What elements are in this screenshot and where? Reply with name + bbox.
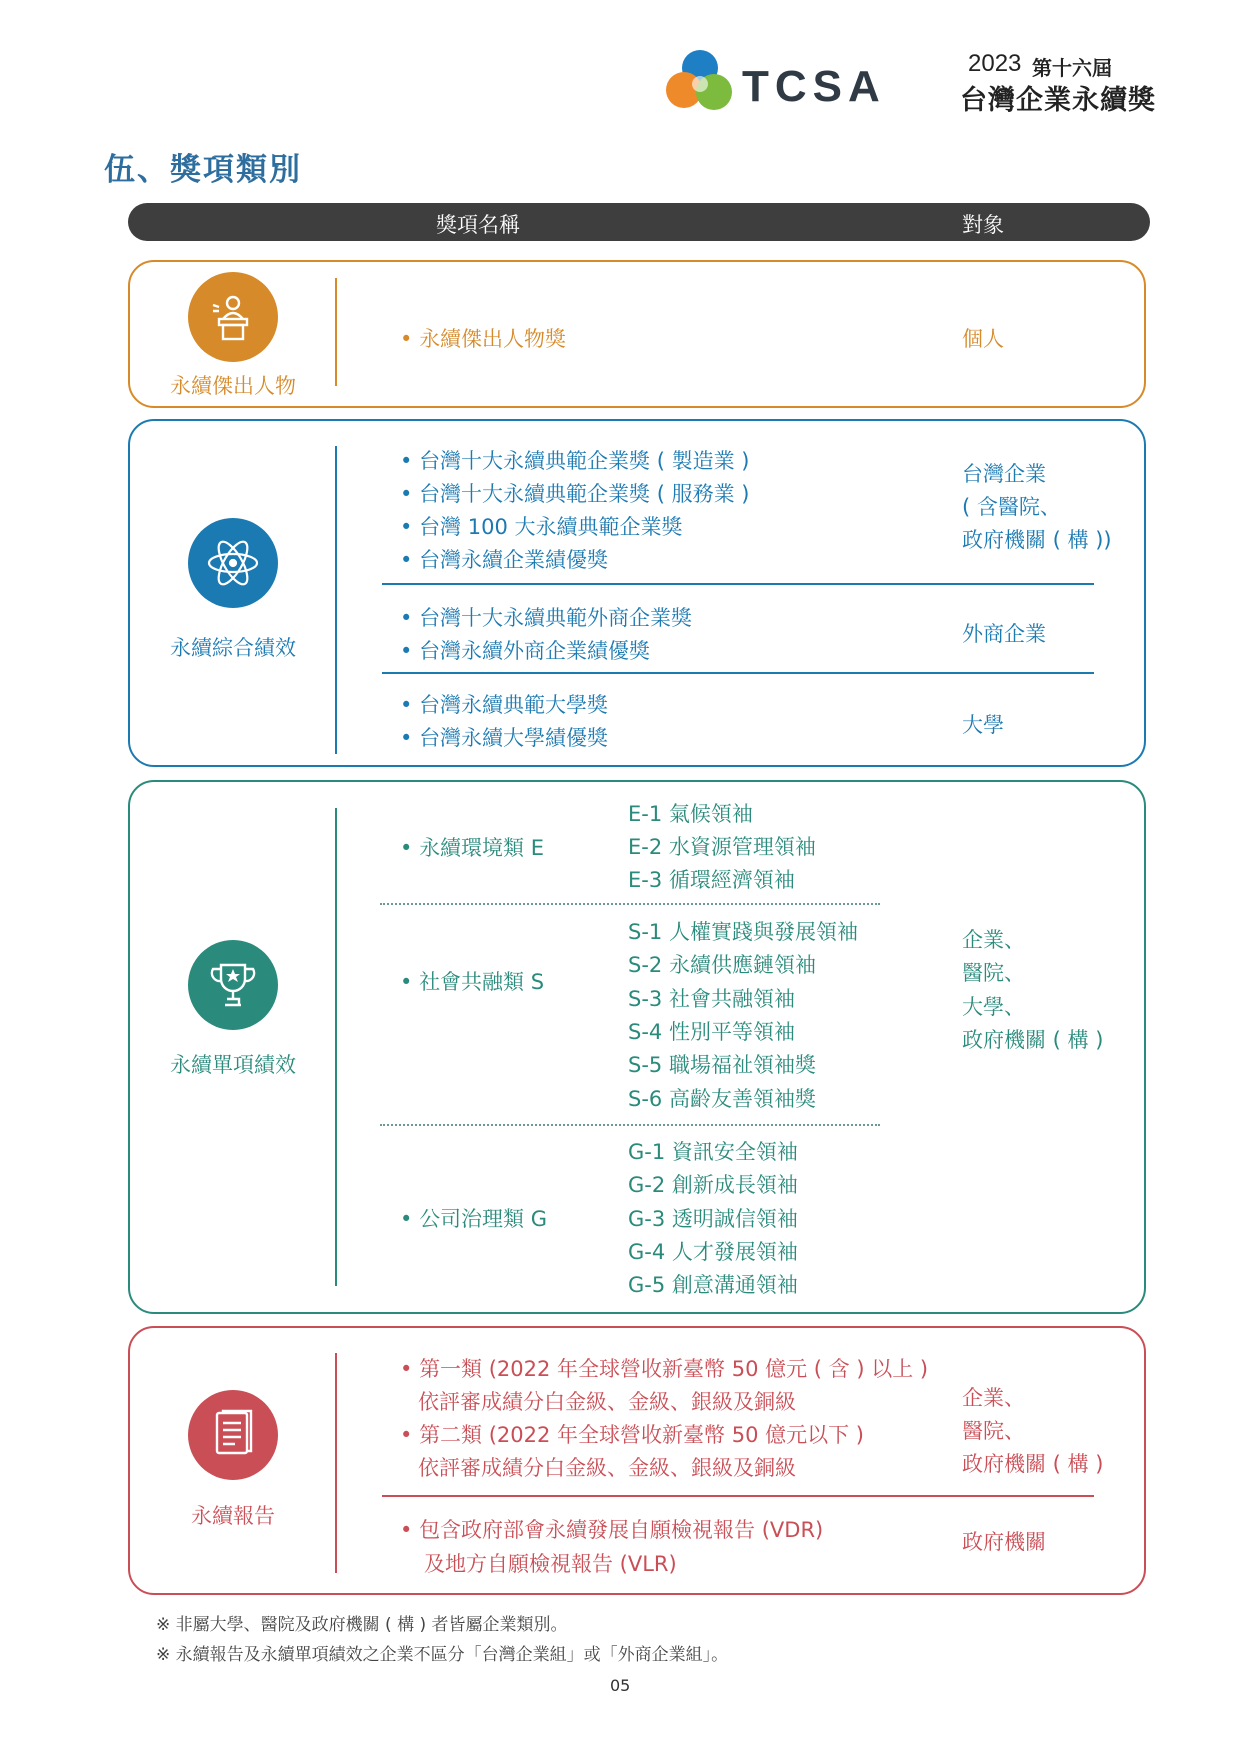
- target-text: 醫院、: [962, 1419, 1025, 1443]
- award-item: • 台灣永續企業績優獎: [400, 544, 608, 574]
- award-group-name: • 永續環境類 E: [400, 832, 544, 862]
- page-number: 05: [610, 1676, 631, 1695]
- divider: [335, 1353, 337, 1573]
- award-item: • 台灣永續大學績優獎: [400, 722, 608, 752]
- sub-award: G-4 人才發展領袖: [628, 1240, 798, 1264]
- row-divider: [382, 583, 1094, 585]
- target-text: ( 含醫院、: [962, 495, 1061, 519]
- atom-icon: [203, 533, 263, 593]
- award-item: • 台灣 100 大永續典範企業獎: [400, 511, 683, 541]
- report-line: 及地方自願檢視報告 (VLR): [424, 1552, 677, 1576]
- sub-award: S-4 性別平等領袖: [628, 1020, 795, 1044]
- award-name: 台灣企業永續獎: [960, 85, 1156, 116]
- sub-award: E-2 水資源管理領袖: [628, 835, 816, 859]
- sub-award: S-1 人權實踐與發展領袖: [628, 920, 858, 944]
- sub-award: S-5 職場福祉領袖獎: [628, 1053, 816, 1077]
- award-year: 2023: [968, 50, 1022, 77]
- award-item: • 台灣十大永續典範企業獎 ( 製造業 ): [400, 445, 749, 475]
- header-target: 對象: [962, 213, 1004, 237]
- speaker-podium-icon: [205, 289, 261, 345]
- category-label-report: 永續報告: [191, 1504, 275, 1528]
- category-label-comprehensive: 永續綜合績效: [170, 636, 296, 660]
- sub-award: S-6 高齡友善領袖獎: [628, 1087, 816, 1111]
- target-text: 大學、: [962, 995, 1025, 1019]
- target-text: 政府機關: [962, 1530, 1046, 1554]
- award-item: • 台灣十大永續典範外商企業獎: [400, 602, 692, 632]
- target-text: 個人: [962, 327, 1004, 351]
- target-text: 大學: [962, 713, 1004, 737]
- target-text: 政府機關 ( 構 )): [962, 528, 1112, 552]
- target-text: 醫院、: [962, 961, 1025, 985]
- award-group-name: • 社會共融類 S: [400, 966, 544, 996]
- target-text: 政府機關 ( 構 ): [962, 1452, 1104, 1476]
- section-title: 伍、獎項類別: [104, 152, 302, 188]
- award-edition: 第十六屆: [1032, 56, 1112, 80]
- sub-award: G-5 創意溝通領袖: [628, 1273, 798, 1297]
- sub-award: G-3 透明誠信領袖: [628, 1207, 798, 1231]
- target-text: 企業、: [962, 928, 1025, 952]
- report-line: 依評審成績分白金級、金級、銀級及銅級: [418, 1390, 796, 1414]
- row-divider: [382, 1495, 1094, 1497]
- divider: [335, 808, 337, 1286]
- person-icon-circle: [188, 272, 278, 362]
- single-icon-circle: [188, 940, 278, 1030]
- comprehensive-icon-circle: [188, 518, 278, 608]
- report-line: • 第二類 (2022 年全球營收新臺幣 50 億元以下 ): [400, 1419, 864, 1449]
- category-label-single: 永續單項績效: [170, 1053, 296, 1077]
- sub-award: S-3 社會共融領袖: [628, 987, 795, 1011]
- report-icon-circle: [188, 1390, 278, 1480]
- sub-award: G-2 創新成長領袖: [628, 1173, 798, 1197]
- header-award-name: 獎項名稱: [436, 213, 520, 237]
- award-item: • 永續傑出人物獎: [400, 323, 566, 353]
- category-label-person: 永續傑出人物: [170, 374, 296, 398]
- row-divider: [382, 672, 1094, 674]
- divider: [335, 446, 337, 754]
- award-item: • 台灣永續典範大學獎: [400, 689, 608, 719]
- award-item: • 台灣永續外商企業績優獎: [400, 635, 650, 665]
- sub-award: E-3 循環經濟領袖: [628, 868, 795, 892]
- footnote: ※ 非屬大學、醫院及政府機關 ( 構 ) 者皆屬企業類別。: [156, 1615, 568, 1635]
- tcsa-logo-mark: [664, 48, 736, 114]
- dotted-divider: [380, 1124, 880, 1126]
- target-text: 企業、: [962, 1386, 1025, 1410]
- document-icon: [207, 1407, 259, 1463]
- award-group-name: • 公司治理類 G: [400, 1203, 547, 1233]
- sub-award: G-1 資訊安全領袖: [628, 1140, 798, 1164]
- report-line: • 包含政府部會永續發展自願檢視報告 (VDR): [400, 1514, 823, 1544]
- dotted-divider: [380, 903, 880, 905]
- report-line: 依評審成績分白金級、金級、銀級及銅級: [418, 1456, 796, 1480]
- target-text: 台灣企業: [962, 462, 1046, 486]
- sub-award: S-2 永續供應鏈領袖: [628, 953, 816, 977]
- divider: [335, 278, 337, 386]
- award-item: • 台灣十大永續典範企業獎 ( 服務業 ): [400, 478, 749, 508]
- trophy-icon: [203, 955, 263, 1015]
- sub-award: E-1 氣候領袖: [628, 802, 753, 826]
- report-line: • 第一類 (2022 年全球營收新臺幣 50 億元 ( 含 ) 以上 ): [400, 1353, 928, 1383]
- target-text: 外商企業: [962, 622, 1046, 646]
- target-text: 政府機關 ( 構 ): [962, 1028, 1104, 1052]
- footnote: ※ 永續報告及永續單項績效之企業不區分「台灣企業組」或「外商企業組」。: [156, 1645, 729, 1665]
- tcsa-logo-text: TCSA: [742, 62, 886, 111]
